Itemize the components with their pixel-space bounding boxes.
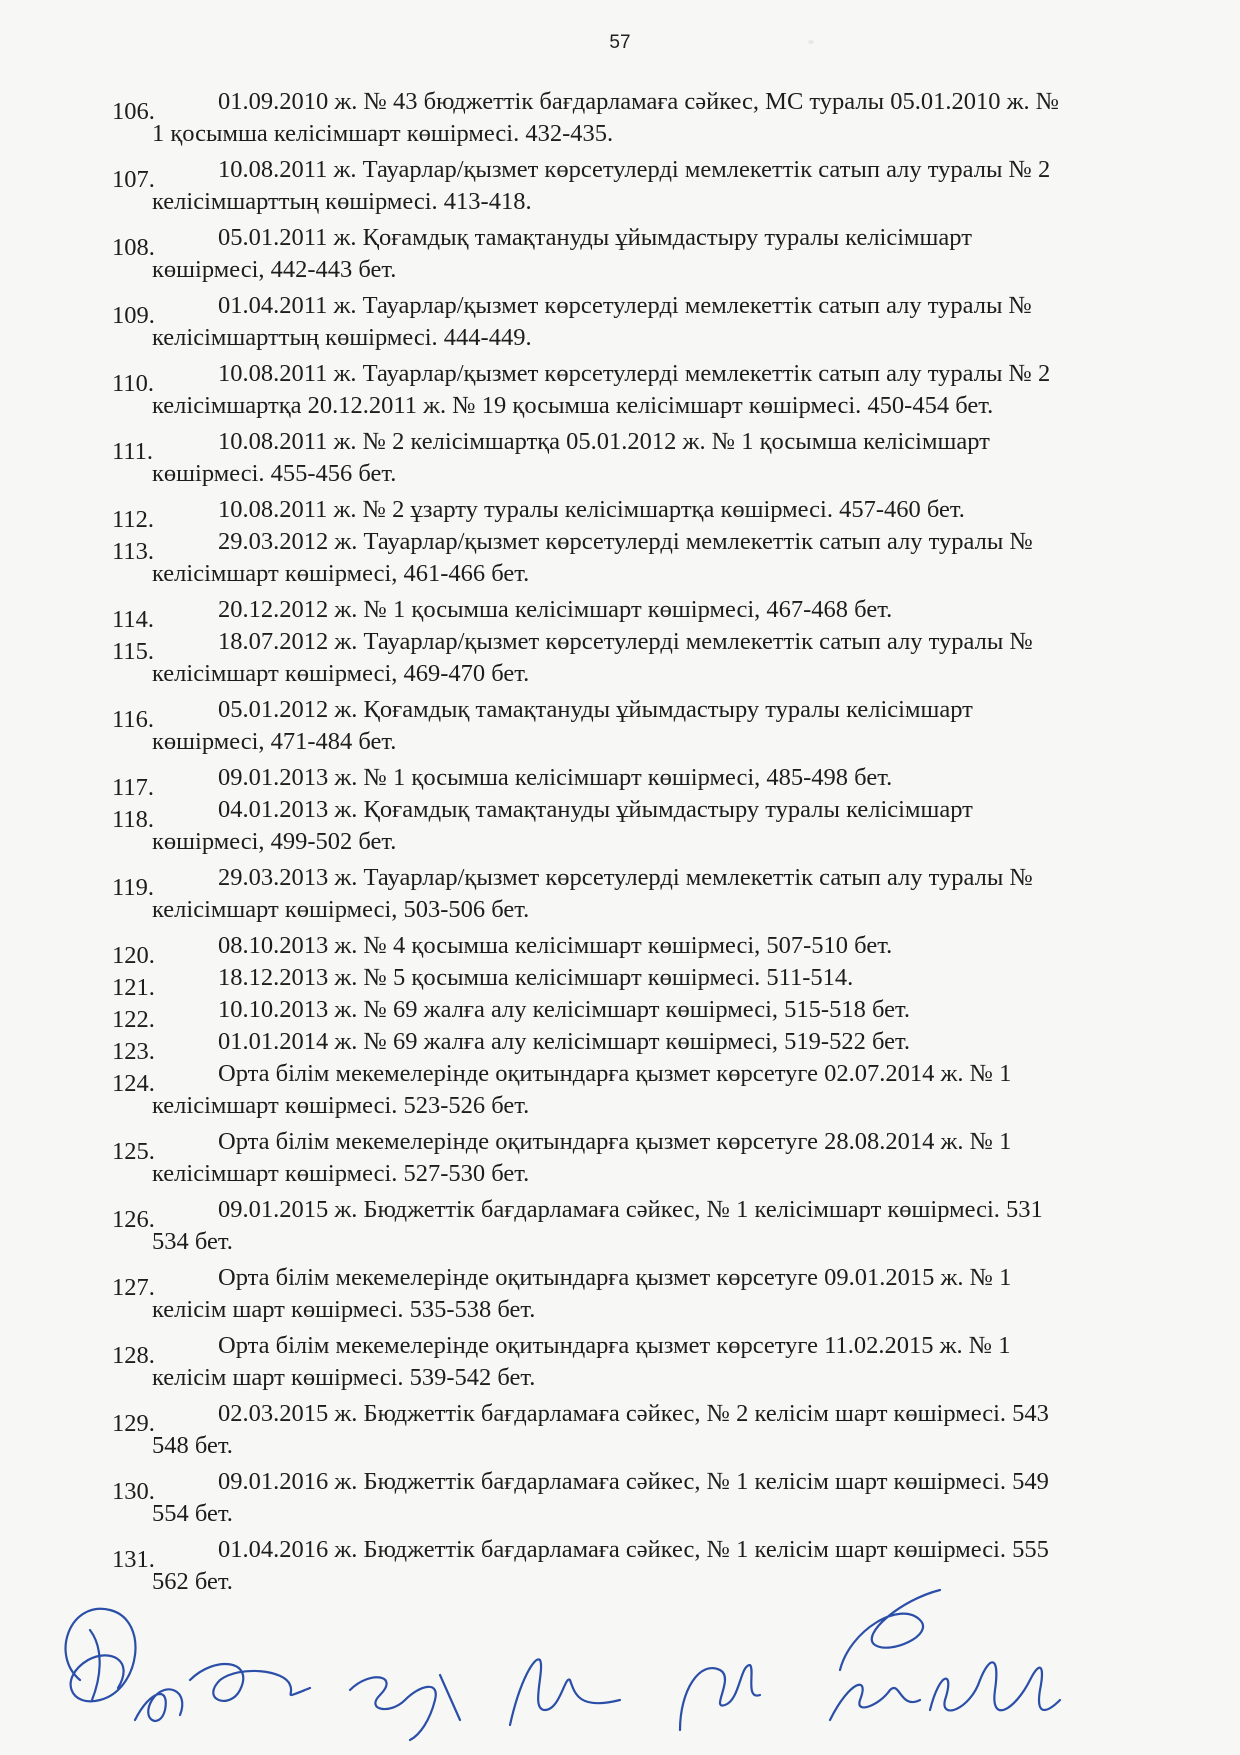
entry-text-line2: 562 бет. xyxy=(152,1568,233,1595)
entry-number: 113. xyxy=(112,538,154,565)
list-item xyxy=(112,154,1240,218)
entry-text-line2: келісімшарттың көшірмесі. 444-449. xyxy=(152,324,532,351)
entry-number: 116. xyxy=(112,706,154,733)
entry-text-line1: 29.03.2013 ж. Тауарлар/қызмет көрсетулерді мемлекеттік сатып алу туралы № xyxy=(218,864,1033,891)
entry-text-line2: келісімшарт көшірмесі, 469-470 бет. xyxy=(152,660,530,687)
entry-text-line2: келісімшарт көшірмесі, 503-506 бет. xyxy=(152,896,530,923)
list-item xyxy=(112,494,1240,533)
scan-smudge xyxy=(808,40,814,44)
signature-5 xyxy=(680,1665,760,1730)
entry-number: 123. xyxy=(112,1038,155,1065)
entry-number: 129. xyxy=(112,1410,155,1437)
entry-text-line1: 09.01.2016 ж. Бюджеттік бағдарламаға сәйкес, № 1 келісім шарт көшірмесі. 549 xyxy=(218,1468,1049,1495)
entry-text-line2: келісімшарттың көшірмесі. 413-418. xyxy=(152,188,532,215)
page-number: 57 xyxy=(609,32,631,53)
entry-number: 131. xyxy=(112,1546,155,1573)
entry-number: 125. xyxy=(112,1138,155,1165)
handwritten-signatures xyxy=(40,1560,1210,1750)
entry-text-line2: 548 бет. xyxy=(152,1432,233,1459)
entry-text-line2: 554 бет. xyxy=(152,1500,233,1527)
entry-number: 106. xyxy=(112,98,155,125)
entry-number: 117. xyxy=(112,774,154,801)
entry-text-line1: Орта білім мекемелерінде оқитындарға қызмет көрсетуге 11.02.2015 ж. № 1 xyxy=(218,1332,1011,1359)
entry-text-line2: 1 қосымша келісімшарт көшірмесі. 432-435. xyxy=(152,120,614,147)
entry-text-line1: 05.01.2012 ж. Қоғамдық тамақтануды ұйымдастыру туралы келісімшарт xyxy=(218,696,973,723)
list-item xyxy=(112,358,1240,422)
entry-number: 120. xyxy=(112,942,155,969)
list-item xyxy=(112,862,1240,926)
entry-number: 114. xyxy=(112,606,154,633)
entry-text-line2: келісім шарт көшірмесі. 539-542 бет. xyxy=(152,1364,536,1391)
signature-6 xyxy=(830,1590,940,1720)
entry-text-line1: 09.01.2015 ж. Бюджеттік бағдарламаға сәйкес, № 1 келісімшарт көшірмесі. 531 xyxy=(218,1196,1043,1223)
entry-text-line1: 05.01.2011 ж. Қоғамдық тамақтануды ұйымдастыру туралы келісімшарт xyxy=(218,224,972,251)
entry-text-line2: келісімшарт көшірмесі. 527-530 бет. xyxy=(152,1160,530,1187)
entry-text-line1: 01.04.2011 ж. Тауарлар/қызмет көрсетулерді мемлекеттік сатып алу туралы № xyxy=(218,292,1032,319)
list-item xyxy=(112,994,1240,1033)
entry-number: 124. xyxy=(112,1070,155,1097)
signature-3 xyxy=(350,1675,460,1740)
entry-text-line1: 18.12.2013 ж. № 5 қосымша келісімшарт көшірмесі. 511-514. xyxy=(218,964,854,991)
entry-number: 109. xyxy=(112,302,155,329)
entry-number: 115. xyxy=(112,638,154,665)
list-item xyxy=(112,526,1240,590)
entry-text-line1: 29.03.2012 ж. Тауарлар/қызмет көрсетулерді мемлекеттік сатып алу туралы № xyxy=(218,528,1033,555)
list-item xyxy=(112,1194,1240,1258)
entry-text-line1: 01.01.2014 ж. № 69 жалға алу келісімшарт көшірмесі, 519-522 бет. xyxy=(218,1028,910,1055)
signature-4 xyxy=(510,1659,620,1725)
list-item xyxy=(112,626,1240,690)
entry-number: 111. xyxy=(112,438,154,465)
entry-number: 107. xyxy=(112,166,155,193)
list-item xyxy=(112,930,1240,969)
entry-number: 127. xyxy=(112,1274,155,1301)
list-item xyxy=(112,1330,1240,1394)
entry-text-line1: Орта білім мекемелерінде оқитындарға қызмет көрсетуге 09.01.2015 ж. № 1 xyxy=(218,1264,1012,1291)
list-item xyxy=(112,86,1240,150)
list-item xyxy=(112,222,1240,286)
list-item xyxy=(112,694,1240,758)
entry-text-line1: 20.12.2012 ж. № 1 қосымша келісімшарт көшірмесі, 467-468 бет. xyxy=(218,596,893,623)
entry-text-line2: көшірмесі. 455-456 бет. xyxy=(152,460,397,487)
list-item xyxy=(112,290,1240,354)
entry-text-line2: келісімшартқа 20.12.2011 ж. № 19 қосымша келісімшарт көшірмесі. 450-454 бет. xyxy=(152,392,994,419)
entry-number: 128. xyxy=(112,1342,155,1369)
entry-text-line1: Орта білім мекемелерінде оқитындарға қызмет көрсетуге 02.07.2014 ж. № 1 xyxy=(218,1060,1012,1087)
entry-text-line2: келісім шарт көшірмесі. 535-538 бет. xyxy=(152,1296,536,1323)
list-item xyxy=(112,762,1240,801)
list-item xyxy=(112,594,1240,633)
entry-text-line2: көшірмесі, 499-502 бет. xyxy=(152,828,397,855)
list-item xyxy=(112,1262,1240,1326)
entry-text-line1: 10.08.2011 ж. № 2 келісімшартқа 05.01.2012 ж. № 1 қосымша келісімшарт xyxy=(218,428,990,455)
entry-text-line1: 10.08.2011 ж. Тауарлар/қызмет көрсетулерді мемлекеттік сатып алу туралы № 2 xyxy=(218,156,1051,183)
signature-stamp-circle xyxy=(66,1609,136,1702)
list-item xyxy=(112,1126,1240,1190)
entry-text-line2: келісімшарт көшірмесі. 523-526 бет. xyxy=(152,1092,530,1119)
entry-text-line1: 01.04.2016 ж. Бюджеттік бағдарламаға сәйкес, № 1 келісім шарт көшірмесі. 555 xyxy=(218,1536,1049,1563)
entry-number: 122. xyxy=(112,1006,155,1033)
list-item xyxy=(112,426,1240,490)
list-item xyxy=(112,962,1240,1001)
entry-text-line1: 01.09.2010 ж. № 43 бюджеттік бағдарламаға сәйкес, МС туралы 05.01.2010 ж. № xyxy=(218,88,1060,115)
entry-text-line1: 09.01.2013 ж. № 1 қосымша келісімшарт көшірмесі, 485-498 бет. xyxy=(218,764,893,791)
entry-number: 110. xyxy=(112,370,154,397)
list-item xyxy=(112,1058,1240,1122)
entry-text-line1: 02.03.2015 ж. Бюджеттік бағдарламаға сәйкес, № 2 келісім шарт көшірмесі. 543 xyxy=(218,1400,1049,1427)
entry-text-line1: 10.08.2011 ж. Тауарлар/қызмет көрсетулерді мемлекеттік сатып алу туралы № 2 xyxy=(218,360,1051,387)
entry-number: 119. xyxy=(112,874,154,901)
entry-text-line1: 04.01.2013 ж. Қоғамдық тамақтануды ұйымдастыру туралы келісімшарт xyxy=(218,796,973,823)
entry-text-line1: 08.10.2013 ж. № 4 қосымша келісімшарт көшірмесі, 507-510 бет. xyxy=(218,932,893,959)
entry-text-line1: 10.08.2011 ж. № 2 ұзарту туралы келісімшартқа көшірмесі. 457-460 бет. xyxy=(218,496,965,523)
signature-2 xyxy=(135,1664,310,1721)
entry-number: 112. xyxy=(112,506,154,533)
entry-number: 118. xyxy=(112,806,154,833)
list-item xyxy=(112,1026,1240,1065)
signatures-area xyxy=(40,1560,1210,1750)
entry-number: 108. xyxy=(112,234,155,261)
list-item xyxy=(112,1398,1240,1462)
entry-text-line1: 18.07.2012 ж. Тауарлар/қызмет көрсетулерді мемлекеттік сатып алу туралы № xyxy=(218,628,1033,655)
entry-number: 130. xyxy=(112,1478,155,1505)
entry-number: 126. xyxy=(112,1206,155,1233)
entry-text-line1: 10.10.2013 ж. № 69 жалға алу келісімшарт көшірмесі, 515-518 бет. xyxy=(218,996,910,1023)
entry-text-line1: Орта білім мекемелерінде оқитындарға қызмет көрсетуге 28.08.2014 ж. № 1 xyxy=(218,1128,1012,1155)
entry-text-line2: келісімшарт көшірмесі, 461-466 бет. xyxy=(152,560,530,587)
entry-text-line2: көшірмесі, 442-443 бет. xyxy=(152,256,397,283)
entry-text-line2: 534 бет. xyxy=(152,1228,233,1255)
list-item xyxy=(112,794,1240,858)
document-entries-list xyxy=(112,86,1240,1602)
entry-text-line2: көшірмесі, 471-484 бет. xyxy=(152,728,397,755)
entry-number: 121. xyxy=(112,974,155,1001)
list-item xyxy=(112,1466,1240,1530)
signature-7 xyxy=(930,1662,1060,1710)
